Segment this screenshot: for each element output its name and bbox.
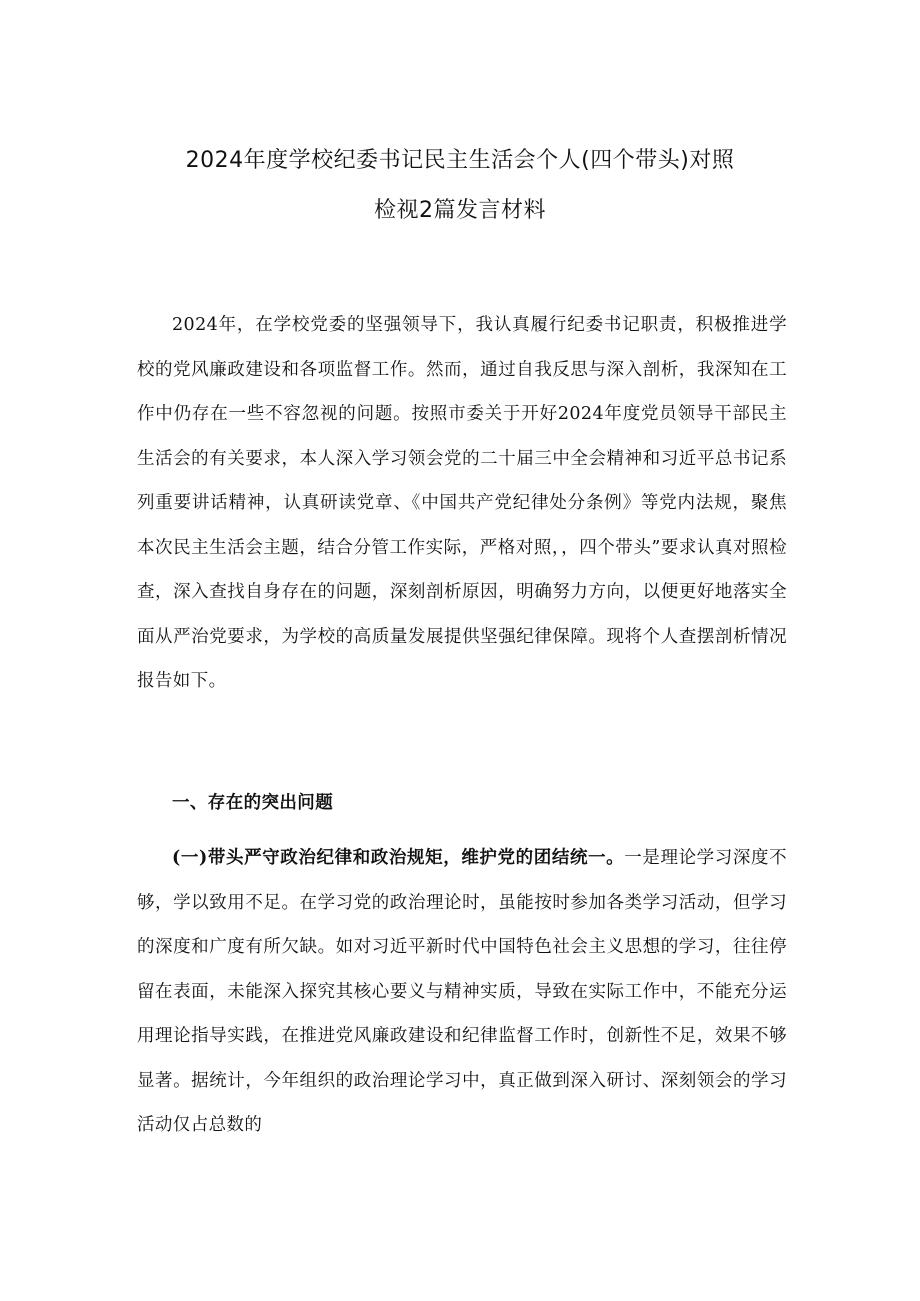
section-heading-1: 一、存在的突出问题	[172, 793, 334, 813]
document-title-line-1: 2024年度学校纪委书记民主生活会个人(四个带头)对照	[185, 148, 735, 173]
document-title-line-2: 检视2篇发言材料	[374, 198, 546, 223]
subsection-lead-1: (一)带头严守政治纪律和政治规矩，维护党的团结统一。	[172, 848, 625, 868]
intro-paragraph: 2024年，在学校党委的坚强领导下，我认真履行纪委书记职责，积极推进学校的党风廉政建设和各项监督工作。然而，通过自我反思与深入剖析，我深知在工作中仍存在一些不容忽视的问题。按照市委关于开好2024年度党员领导干部民主生活会的有关要求，本人深入学习领会党的二十届三中全会精神和习近平总书记系列重要讲话精神，认真研读党章、《中国共产党纪律处分条例》等党内法规，聚焦本次民主生活会主题，结合分管工作实际，严格对照，，四个带头”要求认真对照检查，深入查找自身存在的问题，深刻剖析原因，明确努力方向，以便更好地落实全面从严治党要求，为学校的高质量发展提供坚强纪律保障。现将个人查摆剖析情况报告如下。	[137, 315, 787, 691]
subsection-paragraph-1	[137, 836, 787, 1148]
subsection-text-1: 一是理论学习深度不够，学以致用不足。在学习党的政治理论时，虽能按时参加各类学习活动，但学习的深度和广度有所欠缺。如对习近平新时代中国特色社会主义思想的学习，往往停留在表面，未能深入探究其核心要义与精神实质，导致在实际工作中，不能充分运用理论指导实践，在推进党风廉政建设和纪律监督工作时，创新性不足，效果不够显著。据统计，今年组织的政治理论学习中，真正做到深入研讨、深刻领会的学习活动仅占总数的	[137, 848, 787, 1135]
